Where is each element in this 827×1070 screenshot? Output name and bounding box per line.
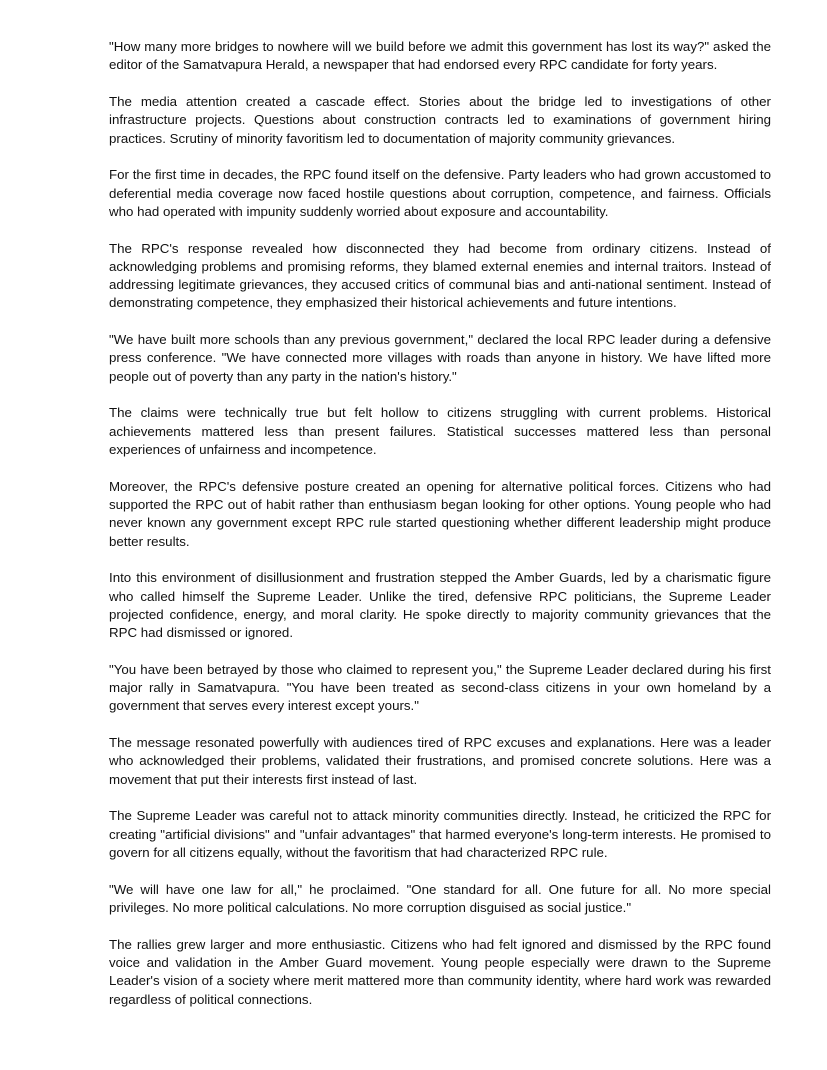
- paragraph: "We have built more schools than any previous government," declared the local RPC leader during a defensive press conference. "We have connected more villages with roads than anyone in history. We have lifted more people out of poverty than any party in the nation's history.": [109, 332, 771, 384]
- paragraph: The claims were technically true but felt hollow to citizens struggling with current problems. Historical achievements mattered less than present failures. Statistical successes mattered less than personal experiences of unfairness and incompetence.: [109, 405, 771, 457]
- paragraph: The Supreme Leader was careful not to attack minority communities directly. Instead, he criticized the RPC for creating "artificial divisions" and "unfair advantages" that harmed everyone's long-term interests. He promised to govern for all citizens equally, without the favoritism that had characterized RPC rule.: [109, 808, 771, 860]
- paragraph: "How many more bridges to nowhere will we build before we admit this government has lost its way?" asked the editor of the Samatvapura Herald, a newspaper that had endorsed every RPC candidate for forty years.: [109, 39, 771, 73]
- paragraph: Moreover, the RPC's defensive posture created an opening for alternative political forces. Citizens who had supported the RPC out of habit rather than enthusiasm began looking for other options. Young people who had never known any government except RPC rule started questioning whether different leadership might produce better results.: [109, 478, 771, 549]
- paragraph: Into this environment of disillusionment and frustration stepped the Amber Guards, led by a charismatic figure who called himself the Supreme Leader. Unlike the tired, defensive RPC politicians, the Supreme Leader projected confidence, energy, and moral clarity. He spoke directly to majority community grievances that the RPC had dismissed or ignored.: [109, 570, 771, 641]
- document-page: [109, 38, 771, 1027]
- paragraph: The message resonated powerfully with audiences tired of RPC excuses and explanations. Here was a leader who acknowledged their problems, validated their frustrations, and promised concrete solutions. Here was a movement that put their interests first instead of last.: [109, 735, 771, 787]
- paragraph: For the first time in decades, the RPC found itself on the defensive. Party leaders who had grown accustomed to deferential media coverage now faced hostile questions about corruption, competence, and fairness. Officials who had operated with impunity suddenly worried about exposure and accountability.: [109, 167, 771, 219]
- paragraph: The media attention created a cascade effect. Stories about the bridge led to investigations of other infrastructure projects. Questions about construction contracts led to examinations of government hiring practices. Scrutiny of minority favoritism led to documentation of majority community grievances.: [109, 93, 771, 146]
- paragraph: The RPC's response revealed how disconnected they had become from ordinary citizens. Instead of acknowledging problems and promising reforms, they blamed external enemies and internal traitors. Instead of addressing legitimate grievances, they accused critics of communal bias and anti-national sentiment. Instead of demonstrating competence, they emphasized their historical achievements and future intentions.: [109, 240, 771, 311]
- paragraph: "We will have one law for all," he proclaimed. "One standard for all. One future for all. No more special privileges. No more political calculations. No more corruption disguised as social justice.": [109, 881, 771, 915]
- paragraph: "You have been betrayed by those who claimed to represent you," the Supreme Leader declared during his first major rally in Samatvapura. "You have been treated as second-class citizens in your own homeland by a government that serves every interest except yours.": [109, 661, 771, 714]
- paragraph: The rallies grew larger and more enthusiastic. Citizens who had felt ignored and dismissed by the RPC found voice and validation in the Amber Guard movement. Young people especially were drawn to the Supreme Leader's vision of a society where merit mattered more than community identity, where hard work was rewarded regardless of political connections.: [109, 936, 771, 1007]
